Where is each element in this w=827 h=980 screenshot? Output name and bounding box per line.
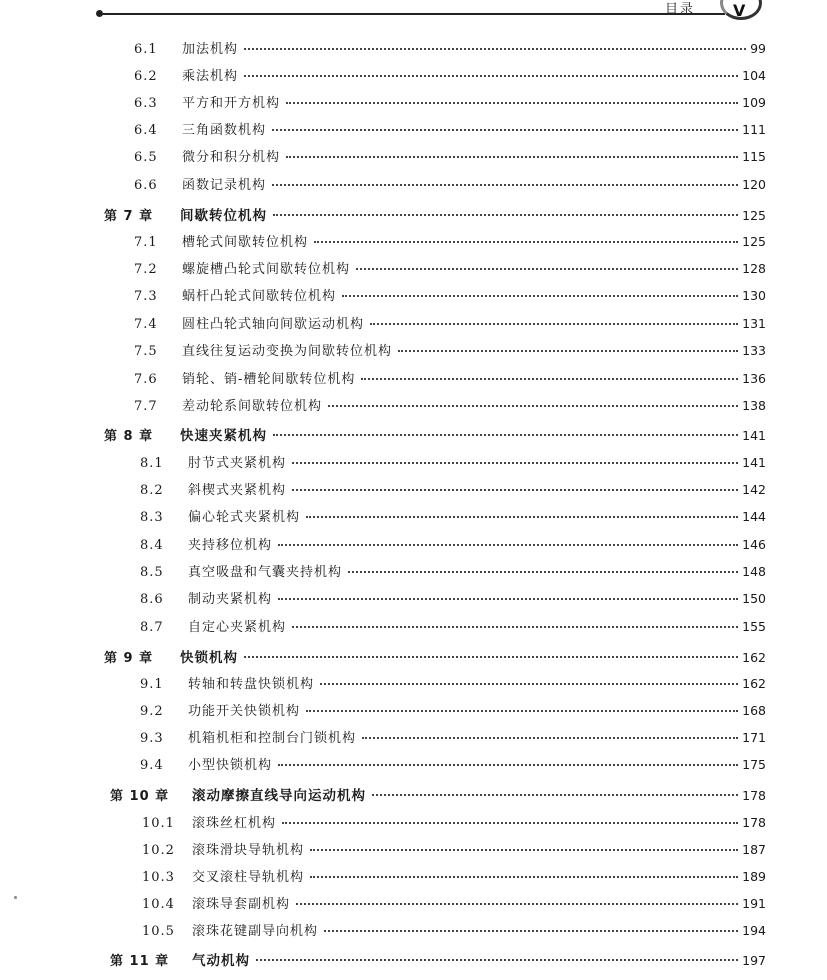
dot-leader	[292, 462, 738, 464]
toc-section-entry[interactable]	[140, 754, 766, 774]
dot-leader	[362, 737, 738, 739]
section-title: 小型快锁机构	[188, 758, 273, 773]
dot-leader	[278, 544, 738, 546]
page-number: 125	[742, 208, 766, 223]
page-number: 120	[742, 177, 766, 192]
chapter-title: 间歇转位机构	[180, 208, 267, 224]
section-title: 真空吸盘和气囊夹持机构	[188, 565, 343, 580]
section-title: 转轴和转盘快锁机构	[188, 677, 315, 692]
dot-leader	[273, 434, 738, 436]
section-title: 蜗杆凸轮式间歇转位机构	[182, 289, 337, 304]
chapter-title: 快锁机构	[180, 650, 238, 666]
toc-section-entry[interactable]	[134, 313, 766, 333]
section-title: 加法机构	[182, 42, 239, 57]
chapter-number: 第 7 章	[104, 209, 154, 224]
dot-leader	[282, 822, 738, 824]
section-number: 10.2	[142, 843, 175, 858]
toc-chapter-entry[interactable]	[110, 949, 766, 969]
page-number: 197	[742, 953, 766, 968]
dot-leader	[306, 710, 738, 712]
page-number: 187	[742, 842, 766, 857]
page-number: 133	[742, 343, 766, 358]
toc-section-entry[interactable]	[140, 452, 766, 472]
dot-leader	[328, 405, 738, 407]
toc-section-entry[interactable]	[142, 839, 766, 859]
page-number: 150	[742, 591, 766, 606]
section-number: 9.4	[140, 758, 164, 773]
page-numeral-badge	[720, 0, 762, 20]
page-number: 168	[742, 703, 766, 718]
section-title: 夹持移位机构	[188, 538, 273, 553]
page-number: 175	[742, 757, 766, 772]
section-title: 滚珠丝杠机构	[192, 816, 277, 831]
toc-section-entry[interactable]	[134, 231, 766, 251]
section-number: 8.7	[140, 620, 164, 635]
page-number: 189	[742, 869, 766, 884]
toc-section-entry[interactable]	[142, 866, 766, 886]
dot-leader	[286, 156, 738, 158]
section-number: 9.2	[140, 704, 164, 719]
section-number: 8.3	[140, 510, 164, 525]
toc-section-entry[interactable]	[134, 65, 766, 85]
section-number: 8.6	[140, 592, 164, 607]
dot-leader	[292, 489, 738, 491]
section-number: 10.4	[142, 897, 175, 912]
section-title: 肘节式夹紧机构	[188, 456, 287, 471]
section-number: 8.5	[140, 565, 164, 580]
page-number: 178	[742, 815, 766, 830]
page-number: 142	[742, 482, 766, 497]
dot-leader	[306, 516, 738, 518]
toc-section-entry[interactable]	[140, 506, 766, 526]
section-number: 6.2	[134, 69, 158, 84]
page-number: 130	[742, 288, 766, 303]
section-number: 6.3	[134, 96, 158, 111]
dot-leader	[286, 102, 738, 104]
dot-leader	[278, 764, 738, 766]
section-title: 功能开关快锁机构	[188, 704, 301, 719]
page-numeral: V	[733, 1, 746, 20]
toc-section-entry[interactable]	[134, 395, 766, 415]
chapter-title: 气动机构	[192, 953, 250, 969]
section-number: 9.3	[140, 731, 164, 746]
page-number: 136	[742, 371, 766, 386]
chapter-title: 滚动摩擦直线导向运动机构	[192, 788, 366, 804]
page-number: 141	[742, 455, 766, 470]
dot-leader	[310, 849, 738, 851]
toc-section-entry[interactable]	[140, 727, 766, 747]
section-title: 函数记录机构	[182, 178, 267, 193]
section-title: 滚珠花键副导向机构	[192, 924, 319, 939]
section-title: 制动夹紧机构	[188, 592, 273, 607]
page-number: 111	[742, 122, 766, 137]
section-title: 自定心夹紧机构	[188, 620, 287, 635]
dot-leader	[278, 598, 738, 600]
page-number: 99	[750, 41, 766, 56]
toc-section-entry[interactable]	[134, 258, 766, 278]
dot-leader	[272, 184, 738, 186]
scan-speck	[14, 896, 17, 899]
section-title: 滚珠导套副机构	[192, 897, 291, 912]
running-header-title: 目录	[665, 2, 696, 17]
section-title: 销轮、销-槽轮间歇转位机构	[182, 372, 356, 387]
dot-leader	[296, 903, 738, 905]
toc-section-entry[interactable]	[142, 920, 766, 940]
page-number: 155	[742, 619, 766, 634]
section-number: 6.4	[134, 123, 158, 138]
page-number: 178	[742, 788, 766, 803]
section-number: 7.7	[134, 399, 158, 414]
toc-chapter-entry[interactable]	[104, 424, 766, 444]
toc-section-entry[interactable]	[140, 479, 766, 499]
section-title: 斜楔式夹紧机构	[188, 483, 287, 498]
section-number: 7.5	[134, 344, 158, 359]
section-number: 8.4	[140, 538, 164, 553]
dot-leader	[292, 626, 738, 628]
toc-section-entry[interactable]	[140, 673, 766, 693]
page-number: 128	[742, 261, 766, 276]
dot-leader	[320, 683, 738, 685]
page-number: 115	[742, 149, 766, 164]
toc-section-entry[interactable]	[134, 368, 766, 388]
page-number: 171	[742, 730, 766, 745]
section-number: 7.4	[134, 317, 158, 332]
toc-section-entry[interactable]	[142, 812, 766, 832]
section-number: 8.1	[140, 456, 164, 471]
dot-leader	[398, 350, 738, 352]
toc-section-entry[interactable]	[134, 340, 766, 360]
toc-section-entry[interactable]	[134, 146, 766, 166]
page-number: 138	[742, 398, 766, 413]
section-title: 直线往复运动变换为间歇转位机构	[182, 344, 393, 359]
toc-section-entry[interactable]	[134, 119, 766, 139]
dot-leader	[272, 129, 738, 131]
section-title: 微分和积分机构	[182, 150, 281, 165]
dot-leader	[324, 930, 738, 932]
chapter-title: 快速夹紧机构	[180, 428, 267, 444]
section-title: 平方和开方机构	[182, 96, 281, 111]
dot-leader	[314, 241, 738, 243]
dot-leader	[273, 214, 738, 216]
toc-section-entry[interactable]	[134, 92, 766, 112]
toc-section-entry[interactable]	[140, 700, 766, 720]
dot-leader	[361, 378, 738, 380]
toc-chapter-entry[interactable]	[104, 646, 766, 666]
page-number: 146	[742, 537, 766, 552]
page-number: 141	[742, 428, 766, 443]
page-number: 131	[742, 316, 766, 331]
section-number: 6.6	[134, 178, 158, 193]
dot-leader	[244, 75, 738, 77]
header-rule	[100, 13, 725, 15]
section-title: 槽轮式间歇转位机构	[182, 235, 309, 250]
dot-leader	[356, 268, 738, 270]
page-number: 191	[742, 896, 766, 911]
section-number: 7.2	[134, 262, 158, 277]
section-title: 差动轮系间歇转位机构	[182, 399, 323, 414]
toc-section-entry[interactable]	[140, 588, 766, 608]
toc-section-entry[interactable]	[140, 616, 766, 636]
chapter-number: 第 9 章	[104, 651, 154, 666]
section-title: 圆柱凸轮式轴向间歇运动机构	[182, 317, 365, 332]
chapter-number: 第 11 章	[110, 954, 170, 969]
section-number: 10.1	[142, 816, 175, 831]
chapter-number: 第 8 章	[104, 429, 154, 444]
section-title: 偏心轮式夹紧机构	[188, 510, 301, 525]
dot-leader	[342, 295, 738, 297]
toc-section-entry[interactable]	[140, 561, 766, 581]
dot-leader	[372, 794, 738, 796]
dot-leader	[348, 571, 738, 573]
page-number: 109	[742, 95, 766, 110]
section-title: 螺旋槽凸轮式间歇转位机构	[182, 262, 351, 277]
section-title: 乘法机构	[182, 69, 239, 84]
chapter-number: 第 10 章	[110, 789, 170, 804]
section-number: 9.1	[140, 677, 164, 692]
dot-leader	[256, 959, 738, 961]
dot-leader	[244, 48, 746, 50]
section-number: 10.3	[142, 870, 175, 885]
page-number: 148	[742, 564, 766, 579]
section-number: 10.5	[142, 924, 175, 939]
section-number: 7.6	[134, 372, 158, 387]
section-number: 7.1	[134, 235, 158, 250]
section-number: 7.3	[134, 289, 158, 304]
toc-section-entry[interactable]	[134, 174, 766, 194]
section-title: 交叉滚柱导轨机构	[192, 870, 305, 885]
page-number: 162	[742, 676, 766, 691]
section-title: 滚珠滑块导轨机构	[192, 843, 305, 858]
toc-section-entry[interactable]	[142, 893, 766, 913]
dot-leader	[370, 323, 738, 325]
section-title: 机箱机柜和控制台门锁机构	[188, 731, 357, 746]
section-number: 6.1	[134, 42, 158, 57]
toc-chapter-entry[interactable]	[110, 784, 766, 804]
page-number: 144	[742, 509, 766, 524]
section-number: 6.5	[134, 150, 158, 165]
dot-leader	[310, 876, 738, 878]
section-number: 8.2	[140, 483, 164, 498]
section-title: 三角函数机构	[182, 123, 267, 138]
toc-chapter-entry[interactable]	[104, 204, 766, 224]
page-number: 125	[742, 234, 766, 249]
toc-section-entry[interactable]	[140, 534, 766, 554]
dot-leader	[244, 656, 738, 658]
toc-section-entry[interactable]	[134, 285, 766, 305]
page-number: 104	[742, 68, 766, 83]
page-number: 194	[742, 923, 766, 938]
page-number: 162	[742, 650, 766, 665]
toc-section-entry[interactable]	[134, 38, 766, 58]
